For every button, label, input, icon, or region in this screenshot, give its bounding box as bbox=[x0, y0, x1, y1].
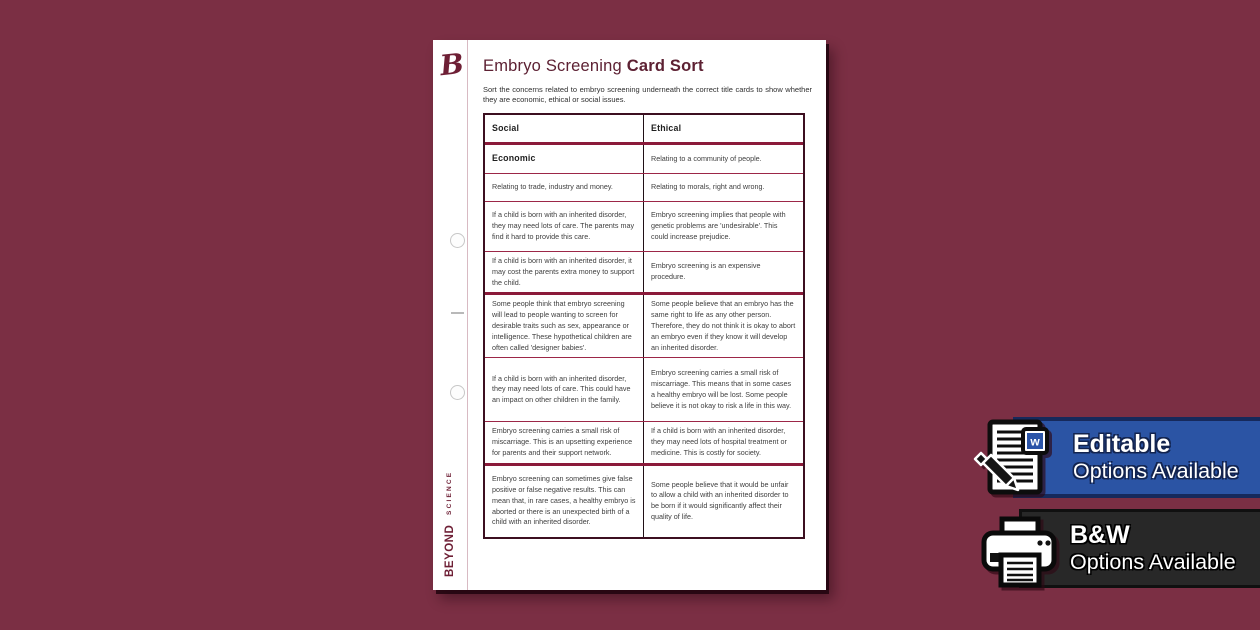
page-title-bold: Card Sort bbox=[626, 57, 704, 75]
card-cell-right: Some people believe that it would be unfair to allow a child with an inherited disorder to be born if it would significantly affect their quality of life. bbox=[651, 479, 789, 522]
bw-badge[interactable] bbox=[976, 509, 1260, 588]
card-cell-left: If a child is born with an inherited disorder, it may cost the parents extra money to support the child. bbox=[485, 252, 644, 292]
instructions-text: Sort the concerns related to embryo screening underneath the correct title cards to show whether they are economic, ethical or social issues. bbox=[483, 85, 812, 104]
sort-table bbox=[483, 113, 805, 539]
word-document-pencil-icon bbox=[972, 418, 1052, 498]
editable-badge-title: Editable bbox=[1073, 430, 1171, 459]
bw-badge-subtitle: Options Available bbox=[1070, 549, 1236, 574]
card-cell-right: Relating to a community of people. bbox=[651, 153, 762, 163]
hole-punch-bottom bbox=[450, 385, 465, 400]
card-cell-right: Relating to morals, right and wrong. bbox=[651, 182, 765, 192]
card-cell-right: Some people believe that an embryo has the same right to life as any other person. Therefore, they do not think it is okay to abort an embryo even if they know it will develop an inherited disorder. bbox=[651, 299, 796, 352]
table-row bbox=[485, 145, 803, 174]
hole-punch-top bbox=[450, 233, 465, 248]
card-cell-right: Ethical bbox=[651, 122, 682, 133]
table-row bbox=[485, 422, 803, 465]
card-cell-left: If a child is born with an inherited disorder, they may need lots of care. This could have an impact on other children in the family. bbox=[485, 358, 644, 421]
card-cell-right: Embryo screening carries a small risk of miscarriage. This means that in some cases a healthy embryo will be lost. Some people believe it is not okay to risk a life in this way. bbox=[651, 368, 792, 410]
editable-badge[interactable] bbox=[972, 417, 1260, 498]
page-mid-mark bbox=[451, 312, 464, 314]
card-cell-right: If a child is born with an inherited disorder, they may need lots of hospital treatment or medicine. This is costly for society. bbox=[651, 426, 787, 457]
card-cell-left: Relating to trade, industry and money. bbox=[485, 174, 644, 201]
brand-name: BEYOND bbox=[444, 524, 456, 577]
table-row bbox=[485, 466, 803, 537]
table-row bbox=[485, 202, 803, 252]
table-row bbox=[485, 358, 803, 422]
beyond-b-logo bbox=[438, 46, 468, 82]
beyond-brand-vertical bbox=[442, 471, 458, 577]
table-row bbox=[485, 295, 803, 358]
card-cell-left: Embryo screening carries a small risk of miscarriage. This is an upsetting experience for parents and their support network. bbox=[485, 422, 644, 462]
worksheet-page bbox=[433, 40, 826, 590]
printer-icon bbox=[976, 515, 1062, 589]
card-cell-right: Embryo screening is an expensive procedure. bbox=[651, 261, 761, 282]
brand-subject: SCIENCE bbox=[446, 471, 453, 516]
table-row bbox=[485, 252, 803, 295]
table-row bbox=[485, 115, 803, 145]
margin-rule bbox=[467, 40, 468, 590]
table-row bbox=[485, 174, 803, 202]
card-cell-left: Some people think that embryo screening will lead to people wanting to screen for desirable traits such as sex, appearance or intelligence. These hypothetical children are often called 'designer babies'. bbox=[485, 295, 644, 357]
word-w-letter: w bbox=[1030, 434, 1040, 449]
svg-text:B: B bbox=[438, 46, 466, 82]
card-cell-right: Embryo screening implies that people with genetic problems are 'undesirable'. This could increase prejudice. bbox=[651, 210, 786, 241]
page-title bbox=[483, 57, 704, 76]
card-cell-left: Economic bbox=[485, 145, 644, 173]
card-cell-left: Social bbox=[485, 115, 644, 142]
card-cell-left: If a child is born with an inherited disorder, they may need lots of care. The parents may find it hard to provide this care. bbox=[485, 202, 644, 251]
bw-badge-title: B&W bbox=[1070, 521, 1130, 550]
editable-badge-subtitle: Options Available bbox=[1073, 458, 1239, 483]
card-cell-left: Embryo screening can sometimes give false positive or false negative results. This can mean that, in rare cases, a healthy embryo is aborted or there is an unexpected birth of a child with an inherited disorder. bbox=[485, 466, 644, 537]
page-title-regular: Embryo Screening bbox=[483, 57, 627, 75]
